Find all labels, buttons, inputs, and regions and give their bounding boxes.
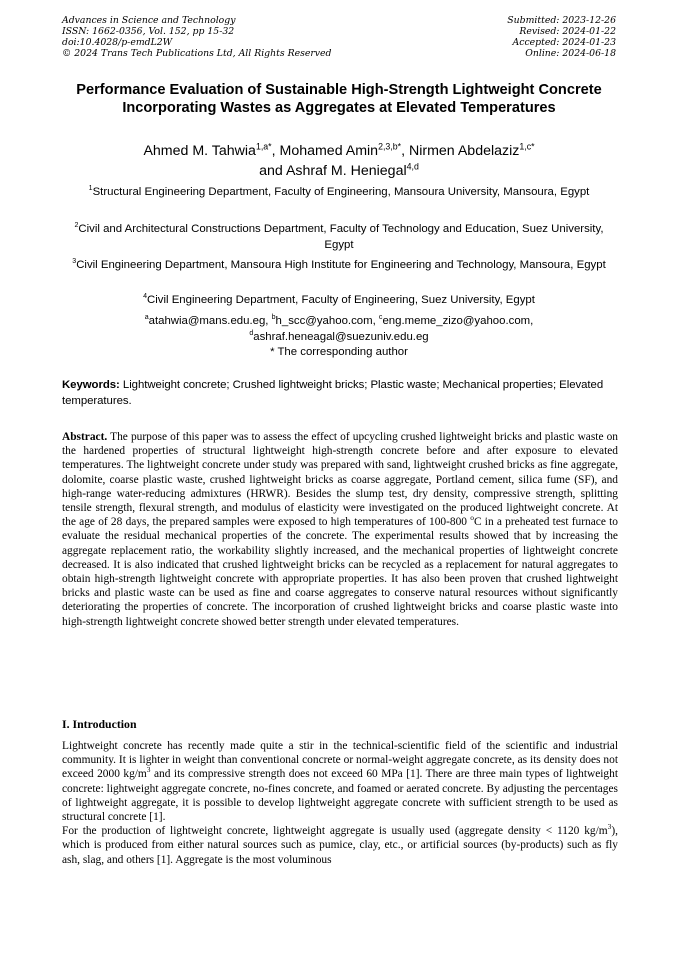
affiliation-text: Civil and Architectural Constructions Department, Faculty of Technology and Education, Suez University, Egypt: [78, 223, 604, 251]
author-name: Nirmen Abdelaziz: [408, 143, 520, 159]
affiliation-3: [72, 258, 606, 274]
accepted-date: Accepted: 2024-01-23: [512, 37, 616, 48]
keywords-label: Keywords:: [62, 379, 120, 391]
email-link[interactable]: atahwia@mans.edu.eg,: [148, 315, 272, 327]
submission-dates: [507, 15, 616, 59]
journal-doi: doi:10.4028/p-emdL2W: [62, 37, 173, 48]
author-separator: ,: [271, 143, 280, 159]
revised-date: Revised: 2024-01-22: [519, 26, 616, 37]
corresponding-author-note: * The corresponding author: [270, 346, 408, 358]
keywords-text: Lightweight concrete; Crushed lightweight bricks; Plastic waste; Mechanical properties; Elevated temperatures.: [62, 379, 604, 407]
author-affiliation-mark: 1,c*: [519, 141, 535, 152]
affiliation-4: [72, 293, 606, 309]
email-mark: a: [144, 314, 149, 322]
section-heading: I. Introduction: [62, 717, 137, 731]
affiliation-text: Civil Engineering Department, Faculty of Engineering, Suez University, Egypt: [147, 294, 535, 306]
journal-copyright: © 2024 Trans Tech Publications Ltd, All Rights Reserved: [62, 48, 332, 59]
affiliation-text: Structural Engineering Department, Faculty of Engineering, Mansoura University, Mansoura, Egypt: [92, 186, 590, 198]
intro-text: Lightweight concrete has recently made quite a stir in the technical-scientific field of the scientific and industrial community. It is lighter in weight than conventional concrete or normal-weight aggregate concrete, as its density does not exceed 2000 kg/m: [62, 740, 618, 781]
intro-text-continued: ), which is produced from either natural sources such as pumice, clay, etc., or artificial sources (by-products) such as fly ash, slag, and others [1]. Aggregate is the most voluminous: [62, 825, 618, 866]
introduction-paragraph-1: [62, 739, 618, 867]
email-mark: d: [249, 329, 254, 337]
author-list: [62, 141, 616, 181]
email-mark: c: [378, 314, 383, 322]
email-link[interactable]: h_scc@yahoo.com,: [275, 315, 379, 327]
author-affiliation-mark: 2,3,b*: [378, 141, 402, 152]
author-emails: [72, 314, 606, 361]
email-mark: b: [271, 314, 276, 322]
abstract: [62, 430, 618, 629]
email-link[interactable]: ashraf.heneagal@suezuniv.edu.eg: [253, 330, 429, 343]
author-separator: ,: [401, 143, 409, 159]
keywords: [62, 378, 618, 409]
journal-info: [62, 15, 332, 59]
paper-title: Performance Evaluation of Sustainable High-Strength Lightweight Concrete Incorporating Wastes as Aggregates at Elevated Temperatures: [76, 82, 602, 116]
abstract-text-continued: C in a preheated test furnace to evaluate the residual mechanical properties of the concrete. The experimental results showed that by increasing the aggregate replacement ratio, the workability slightly increased, and the mechanical properties of lightweight concrete decreased. It is also indicated that crushed lightweight bricks can be recycled as a replacement for natural aggregates to obtain high-strength lightweight concrete with appropriate properties. It has also been proven that crushed lightweight bricks and plastic waste can be used as fine and coarse aggregates to conserve natural resources without significantly deteriorating the properties of concrete. The incorporation of crushed lightweight bricks and coarse plastic waste into high-strength lightweight concrete showed better strength under elevated temperatures.: [62, 516, 618, 628]
journal-name: Advances in Science and Technology: [62, 15, 236, 26]
affiliation-mark: 1: [88, 185, 93, 193]
affiliation-mark: 2: [74, 222, 79, 230]
email-link[interactable]: eng.meme_zizo@yahoo.com,: [382, 315, 534, 327]
author-name: Mohamed Amin: [279, 143, 379, 159]
degree-mark: o: [470, 513, 474, 523]
affiliation-2: [72, 222, 606, 253]
journal-issn: ISSN: 1662-0356, Vol. 152, pp 15-32: [62, 26, 235, 37]
author-affiliation-mark: 4,d: [406, 161, 419, 172]
online-date: Online: 2024-06-18: [525, 48, 616, 59]
affiliation-1: [72, 185, 606, 201]
unit-exponent: 3: [146, 765, 151, 775]
affiliation-mark: 4: [143, 293, 148, 301]
abstract-label: Abstract.: [62, 431, 108, 443]
author-affiliation-mark: 1,a*: [255, 141, 272, 152]
author-name: and Ashraf M. Heniegal: [259, 163, 407, 179]
intro-text: For the production of lightweight concrete, lightweight aggregate is usually used (aggregate density < 1120 kg/m: [62, 825, 608, 838]
unit-exponent: 3: [607, 822, 612, 832]
affiliation-mark: 3: [72, 258, 77, 266]
abstract-text: The purpose of this paper was to assess the effect of upcycling crushed lightweight bricks and plastic waste on the hardened properties of structural lightweight high-strength concrete before and after exposure to elevated temperatures. The lightweight concrete under study was prepared with sand, lightweight crushed bricks as fine aggregate, dolomite, coarse plastic waste, crushed lightweight bricks as coarse aggregate, Portland cement, silica fume (SF), and high-range water-reducing admixtures (HRWR). Besides the slump test, dry density, compressive strength, splitting tensile strength, flexural strength, and modulus of elasticity were investigated on the produced lightweight concrete. At the age of 28 days, the prepared samples were exposed to high temperatures of 100-800: [62, 431, 618, 529]
author-name: Ahmed M. Tahwia: [143, 143, 256, 159]
affiliation-text: Civil Engineering Department, Mansoura High Institute for Engineering and Technology, Mansoura, Egypt: [76, 259, 606, 271]
submitted-date: Submitted: 2023-12-26: [507, 15, 616, 26]
intro-text-continued: and its compressive strength does not exceed 60 MPa [1]. There are three main types of lightweight concrete: lightweight aggregate concrete, no-fines concrete, and foamed or aerated concrete. By adjusting the percentages of lightweight aggregate, it is possible to develop lightweight aggregate concrete with sufficient strength to be used as structural concrete [1].: [62, 768, 618, 824]
